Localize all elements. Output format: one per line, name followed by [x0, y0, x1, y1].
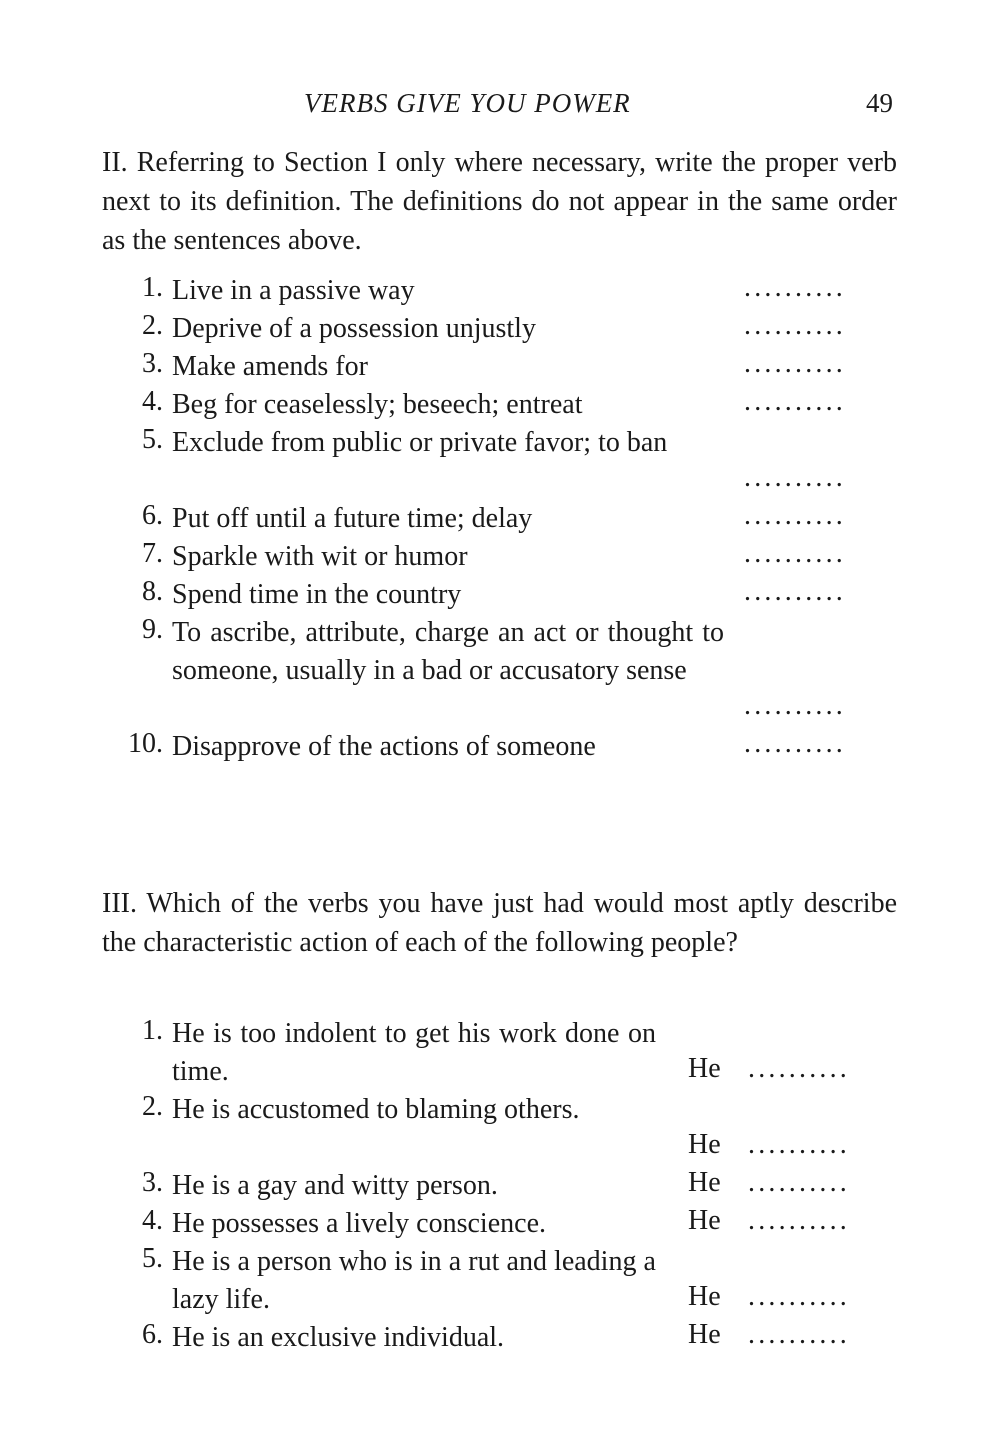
- item-definition: Disapprove of the actions of someone: [172, 731, 596, 762]
- item-description: He is an exclusive individual.: [172, 1322, 505, 1353]
- item-number: 5.: [142, 1243, 163, 1274]
- answer-blank[interactable]: ..........: [748, 1205, 850, 1236]
- answer-prefix: He: [688, 1319, 721, 1350]
- answer-prefix: He: [688, 1281, 721, 1312]
- item-definition: Spend time in the country: [172, 579, 462, 610]
- item-number: 6.: [142, 500, 163, 531]
- answer-blank[interactable]: ..........: [744, 272, 846, 303]
- item-number: 3.: [142, 1167, 163, 1198]
- item-number: 4.: [142, 386, 163, 417]
- item-definition: Sparkle with wit or humor: [172, 541, 468, 572]
- item-definition: Deprive of a possession unjustly: [172, 313, 536, 344]
- answer-blank[interactable]: ..........: [748, 1319, 850, 1350]
- section-3-instructions: III. Which of the verbs you have just had would most aptly describe the characteristic action of each of the following people?: [102, 888, 897, 958]
- section-2-instructions: II. Referring to Section I only where necessary, write the proper verb next to its definition. The definitions do not appear in the same order as the sentences above.: [102, 147, 897, 256]
- item-number: 3.: [142, 348, 163, 379]
- running-head: [0, 88, 1000, 128]
- answer-blank[interactable]: ..........: [744, 348, 846, 379]
- item-definition: Beg for ceaselessly; beseech; entreat: [172, 389, 583, 420]
- answer-blank[interactable]: ..........: [748, 1129, 850, 1160]
- answer-blank[interactable]: ..........: [744, 310, 846, 341]
- item-description: He is too indolent to get his work done on time.: [172, 1018, 656, 1087]
- item-number: 2.: [142, 310, 163, 341]
- item-definition: To ascribe, attribute, charge an act or thought to someone, usually in a bad or accusatory sense: [172, 617, 724, 686]
- item-definition: Make amends for: [172, 351, 368, 382]
- answer-blank[interactable]: ..........: [748, 1167, 850, 1198]
- answer-blank[interactable]: ..........: [744, 690, 846, 721]
- answer-blank[interactable]: ..........: [744, 462, 846, 493]
- item-number: 8.: [142, 576, 163, 607]
- answer-blank[interactable]: ..........: [748, 1053, 850, 1084]
- item-number: 4.: [142, 1205, 163, 1236]
- answer-blank[interactable]: ..........: [744, 576, 846, 607]
- item-definition: Exclude from public or private favor; to ban: [172, 427, 668, 458]
- answer-prefix: He: [688, 1167, 721, 1198]
- answer-blank[interactable]: ..........: [744, 500, 846, 531]
- item-definition: Put off until a future time; delay: [172, 503, 533, 534]
- item-number: 1.: [142, 272, 163, 303]
- item-description: He is a gay and witty person.: [172, 1170, 498, 1201]
- item-number: 10.: [128, 728, 163, 759]
- item-number: 9.: [142, 614, 163, 645]
- running-title: VERBS GIVE YOU POWER: [304, 88, 631, 118]
- item-description: He is accustomed to blaming others.: [172, 1094, 580, 1125]
- answer-prefix: He: [688, 1205, 721, 1236]
- item-number: 1.: [142, 1015, 163, 1046]
- item-description: He is a person who is in a rut and leading a lazy life.: [172, 1246, 656, 1315]
- item-number: 2.: [142, 1091, 163, 1122]
- item-number: 7.: [142, 538, 163, 569]
- answer-blank[interactable]: ..........: [748, 1281, 850, 1312]
- item-number: 5.: [142, 424, 163, 455]
- answer-blank[interactable]: ..........: [744, 538, 846, 569]
- item-number: 6.: [142, 1319, 163, 1350]
- answer-blank[interactable]: ..........: [744, 728, 846, 759]
- answer-prefix: He: [688, 1053, 721, 1084]
- item-definition: Live in a passive way: [172, 275, 415, 306]
- item-description: He possesses a lively conscience.: [172, 1208, 546, 1239]
- answer-blank[interactable]: ..........: [744, 386, 846, 417]
- page-number: 49: [866, 88, 893, 118]
- answer-prefix: He: [688, 1129, 721, 1160]
